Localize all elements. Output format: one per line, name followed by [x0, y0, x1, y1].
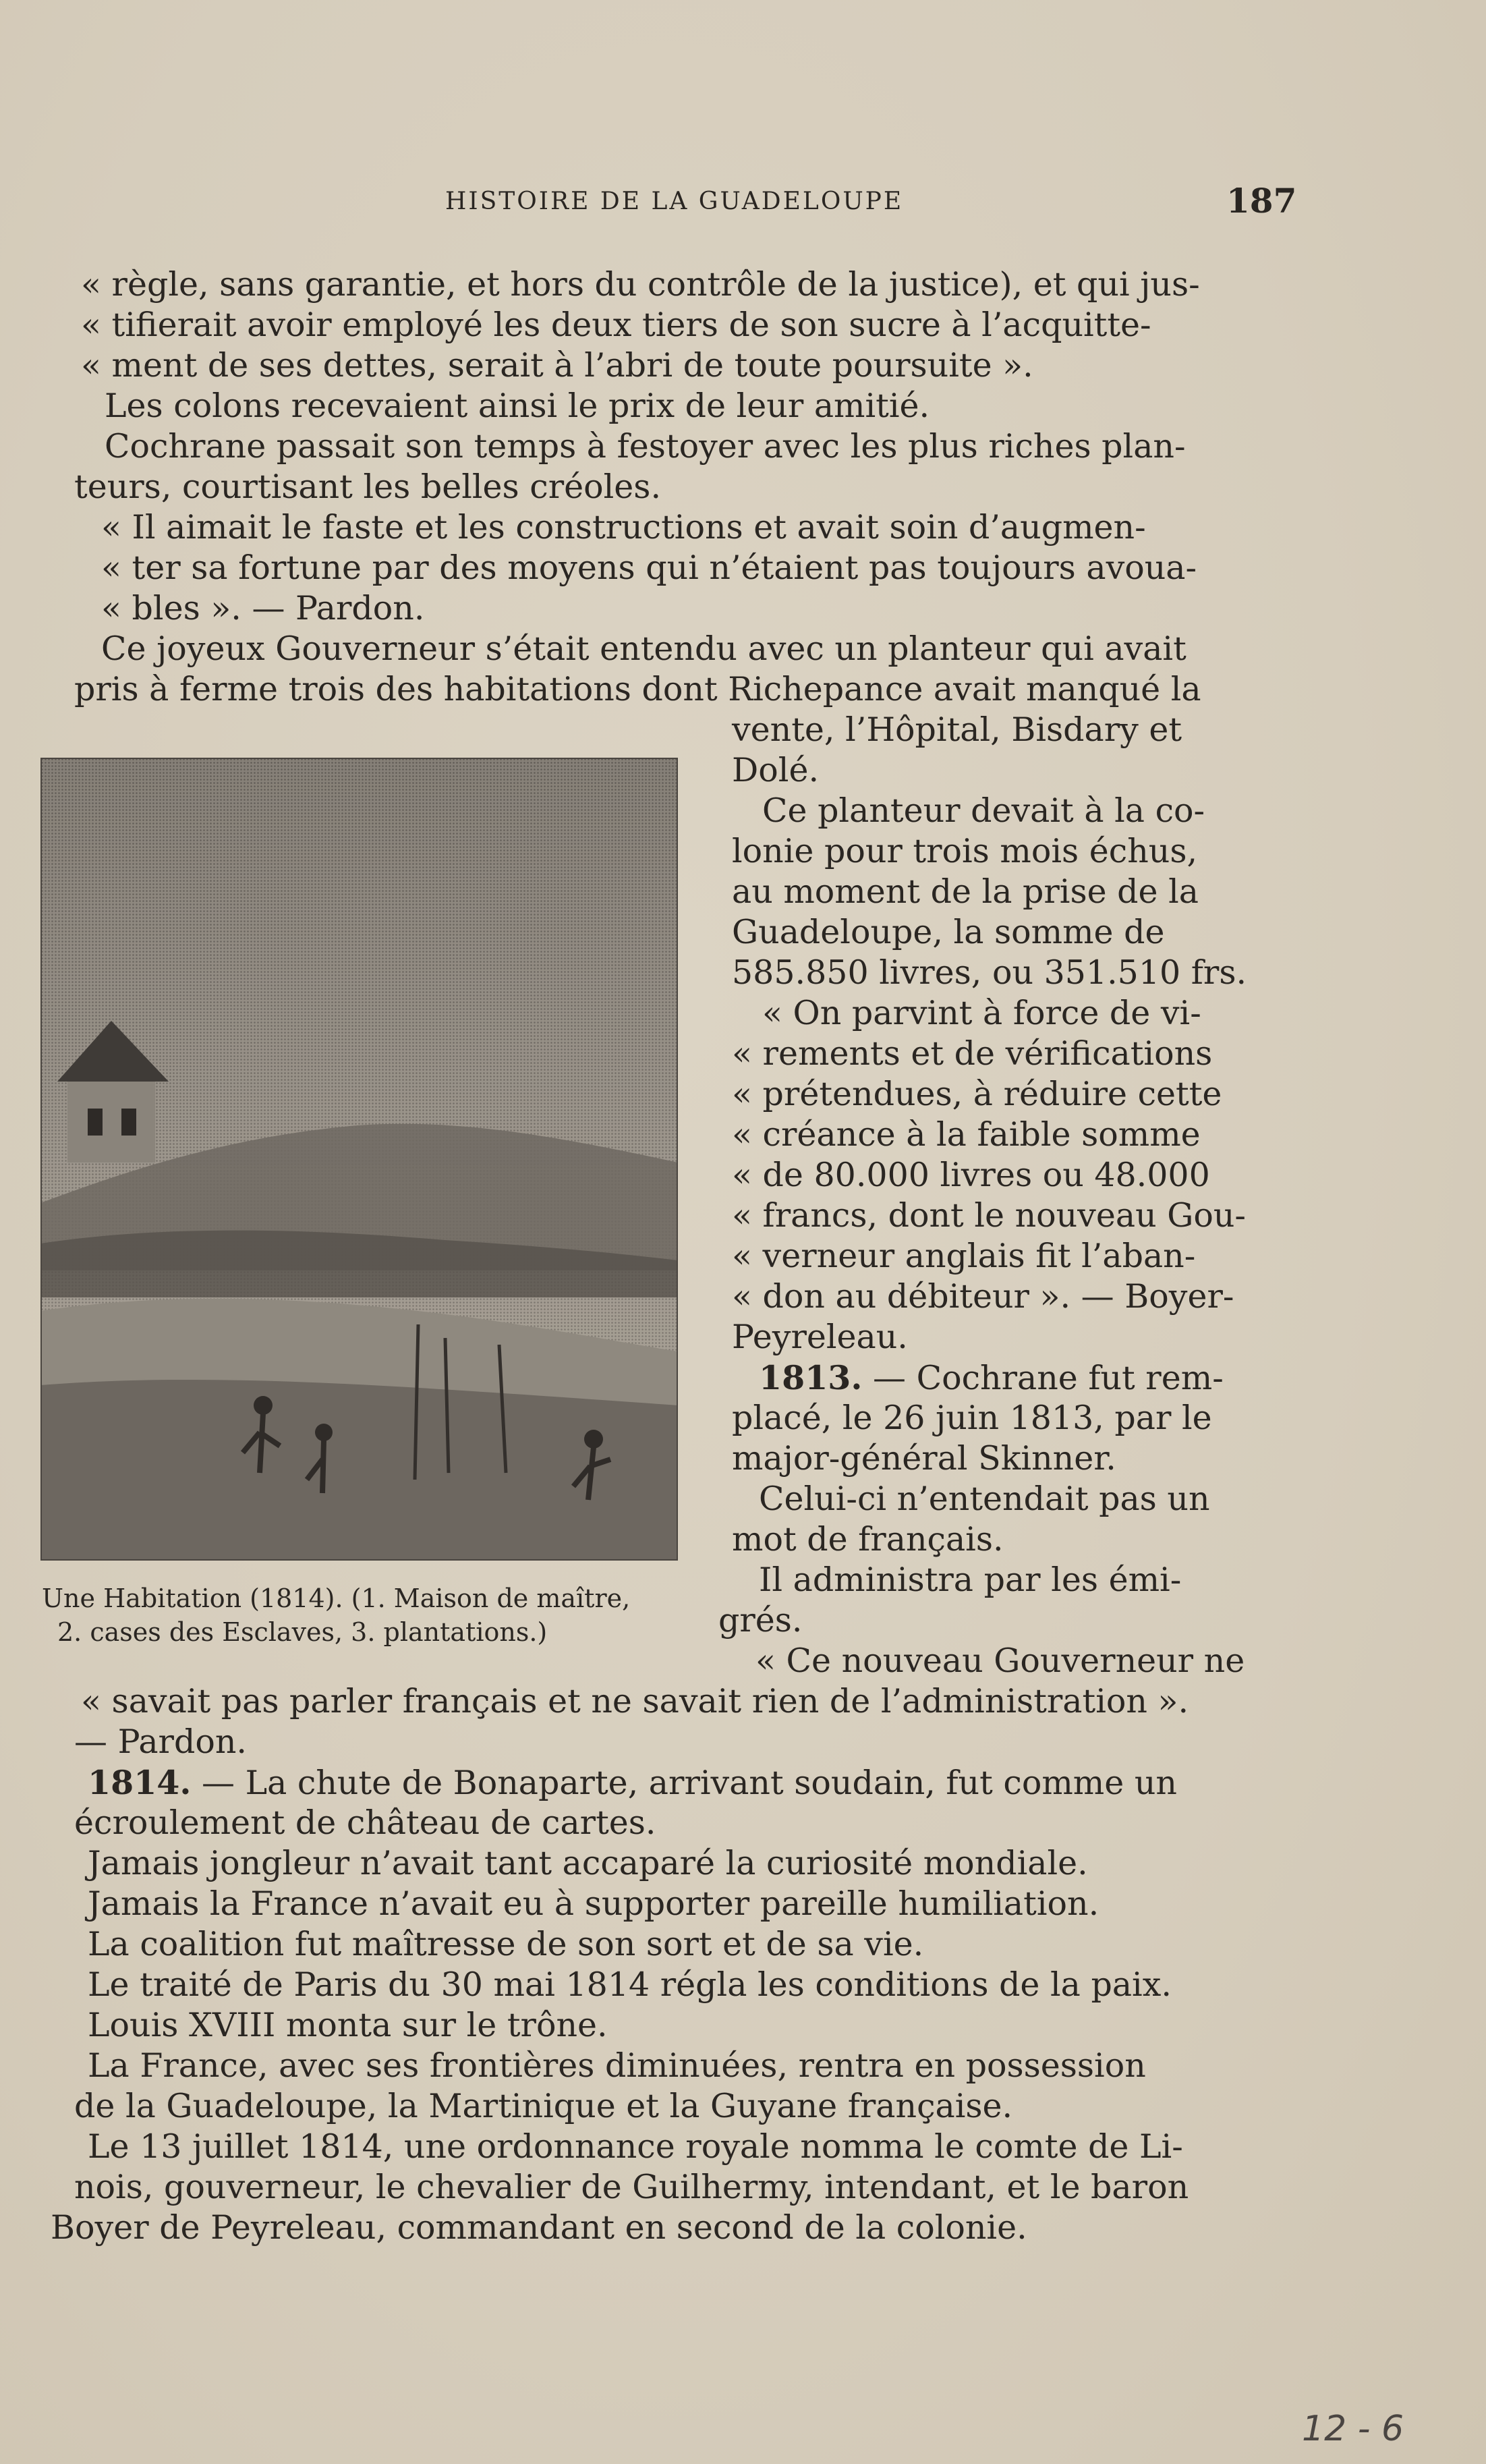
text-line: 585.850 livres, ou 351.510 frs. [732, 953, 1247, 992]
text-line: « rements et de vérifications [732, 1034, 1213, 1073]
text-line: nois, gouverneur, le chevalier de Guilhermy, intendant, et le baron [74, 2168, 1189, 2206]
year-heading: 1814. [88, 1763, 192, 1802]
text-line [88, 1762, 1177, 1803]
text-line: lonie pour trois mois échus, [732, 832, 1198, 870]
text-line: « On parvint à force de vi- [762, 994, 1201, 1032]
text-line: « créance à la faible somme [732, 1115, 1201, 1154]
text-line: Guadeloupe, la somme de [732, 913, 1165, 951]
figure-person [254, 1396, 273, 1415]
year-heading: 1813. [759, 1358, 863, 1397]
text-line: « tifierait avoir employé les deux tiers de son sucre à l’acquitte- [81, 306, 1151, 344]
handwritten-note: 12 - 6 [1302, 2409, 1404, 2449]
plantation-illustration [40, 758, 678, 1561]
text-line: de la Guadeloupe, la Martinique et la Guyane française. [74, 2087, 1013, 2125]
text-line [759, 1357, 1224, 1399]
text-line: Ce planteur devait à la co- [762, 791, 1205, 830]
text-line: Cochrane passait son temps à festoyer avec les plus riches plan- [105, 427, 1186, 466]
text-line: — Pardon. [74, 1723, 247, 1761]
text-line: Peyreleau. [732, 1318, 908, 1356]
text-line: Jamais jongleur n’avait tant accaparé la curiosité mondiale. [88, 1844, 1088, 1882]
text-line: au moment de la prise de la [732, 872, 1199, 911]
text-line: « don au débiteur ». — Boyer- [732, 1277, 1234, 1316]
text-line: « verneur anglais fit l’aban- [732, 1237, 1196, 1275]
text-line: grés. [718, 1601, 803, 1640]
running-header [0, 181, 1486, 221]
text-line: Le traité de Paris du 30 mai 1814 régla les conditions de la paix. [88, 1965, 1172, 2004]
house-window [121, 1109, 136, 1136]
text-line: « francs, dont le nouveau Gou- [732, 1196, 1246, 1235]
figure-caption-line: 2. cases des Esclaves, 3. plantations.) [57, 1617, 548, 1647]
house-window [88, 1109, 103, 1136]
figure-person [584, 1430, 603, 1449]
text-line: « de 80.000 livres ou 48.000 [732, 1156, 1210, 1194]
text-line: La France, avec ses frontières diminuées, rentra en possession [88, 2046, 1146, 2085]
figure-person [315, 1424, 333, 1441]
text-line: Dolé. [732, 751, 820, 789]
text-line: Il administra par les émi- [759, 1561, 1182, 1599]
foreground [40, 1380, 678, 1561]
figure-caption-line: Une Habitation (1814). (1. Maison de maître, [42, 1584, 631, 1613]
text-fragment: — La chute de Bonaparte, arrivant soudain, fut comme un [191, 1764, 1177, 1802]
text-line: « savait pas parler français et ne savait rien de l’administration ». [81, 1682, 1189, 1720]
text-line: Boyer de Peyreleau, commandant en second de la colonie. [51, 2208, 1027, 2247]
figure [40, 758, 678, 1561]
text-line: Celui-ci n’entendait pas un [759, 1480, 1210, 1518]
text-line: Les colons recevaient ainsi le prix de leur amitié. [105, 387, 930, 425]
text-line: Ce joyeux Gouverneur s’était entendu avec un planteur qui avait [101, 629, 1187, 668]
text-line: « Ce nouveau Gouverneur ne [755, 1642, 1245, 1680]
text-line: Le 13 juillet 1814, une ordonnance royale nomma le comte de Li- [88, 2127, 1183, 2166]
text-line: pris à ferme trois des habitations dont Richepance avait manqué la [74, 670, 1201, 708]
text-line: « règle, sans garantie, et hors du contrôle de la justice), et qui jus- [81, 265, 1200, 304]
text-line: vente, l’Hôpital, Bisdary et [732, 710, 1182, 749]
text-fragment: — Cochrane fut rem- [862, 1359, 1224, 1397]
text-line: placé, le 26 juin 1813, par le [732, 1399, 1212, 1437]
text-line: major-général Skinner. [732, 1439, 1116, 1478]
text-line: Jamais la France n’avait eu à supporter pareille humiliation. [88, 1884, 1099, 1923]
text-line: « ment de ses dettes, serait à l’abri de toute poursuite ». [81, 346, 1033, 385]
page-number: 187 [1226, 181, 1297, 221]
text-line: mot de français. [732, 1520, 1004, 1559]
text-line: « bles ». — Pardon. [101, 589, 425, 627]
running-title: HISTOIRE DE LA GUADELOUPE [445, 188, 904, 215]
text-line: « Il aimait le faste et les constructions et avait soin d’augmen- [101, 508, 1146, 547]
text-line: « prétendues, à réduire cette [732, 1075, 1222, 1113]
text-line: teurs, courtisant les belles créoles. [74, 468, 662, 506]
text-line: écroulement de château de cartes. [74, 1803, 656, 1842]
master-house [67, 1075, 155, 1163]
text-line: « ter sa fortune par des moyens qui n’étaient pas toujours avoua- [101, 549, 1197, 587]
text-line: Louis XVIII monta sur le trône. [88, 2006, 608, 2044]
text-line: La coalition fut maîtresse de son sort et de sa vie. [88, 1925, 924, 1963]
